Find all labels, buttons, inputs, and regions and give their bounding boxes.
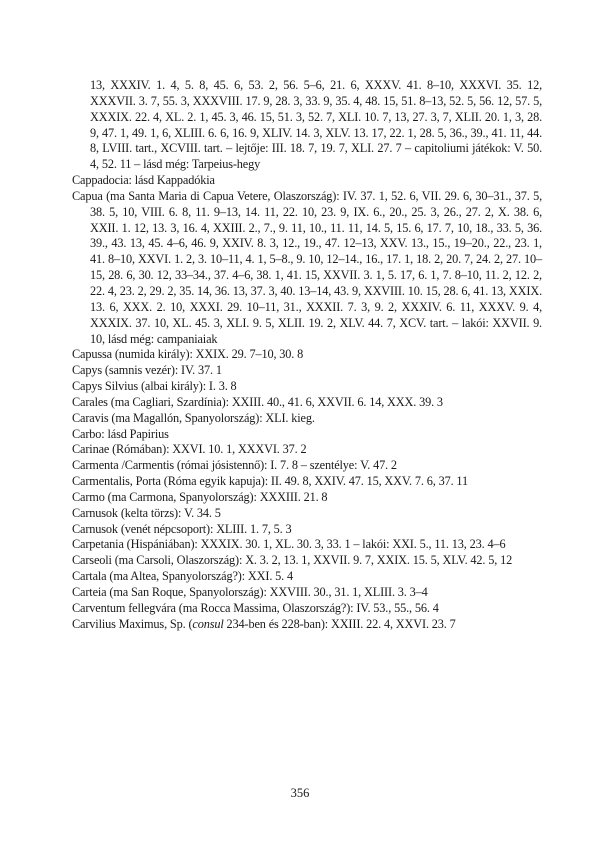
index-entry-capua: Capua (ma Santa Maria di Capua Vetere, Olaszország): IV. 37. 1, 52. 6, VII. 29. 6, 30–31., 37. 5, 38. 5, 10, VIII. 6. 8, 11. 9–13, 14. 11, 22. 10, 23. 9, IX. 6., 20., 25. 3, 26., 27. 2, X. 38. 6, XXII. 1. 12, 13. 3, 16. 4, XXIII. 2., 7., 9. 11, 10., 11. 11, 14. 5, 15. 6, 17. 7, 10, 18., 33. 5, 36. 39., 43. 13, 45. 4–6, 46. 9, XXIV. 8. 3, 12., 19., 47. 12–13, XXV. 13., 15., 19–20., 22., 23. 1, 41. 8–10, XXVI. 1. 2, 3. 10–11, 4. 1, 5–8., 9. 10, 12–14., 16., 17. 1, 18. 2, 20. 7, 24. 2, 27. 10–15, 28. 6, 30. 12, 33–34., 37. 4–6, 38. 1, 41. 15, XXVII. 3. 1, 5. 17, 6. 1, 7. 8–10, 11. 2, 12. 2, 22. 4, 23. 2, 29. 2, 35. 14, 36. 13, 37. 3, 40. 13–14, 43. 9, XXVIII. 10. 15, 28. 6, 41. 13, XXIX. 13. 6, XXX. 2. 10, XXXI. 29. 10–11, 31., XXXII. 7. 3, 9. 2, XXXIV. 6. 11, XXXV. 9. 4, XXXIX. 37. 10, XL. 45. 3, XLI. 9. 5, XLII. 19. 2, XLV. 44. 7, XCV. tart. – lakói: XXVII. 9. 10, lásd még: campaniaiak — [72, 188, 542, 346]
page-number: 356 — [290, 786, 310, 800]
index-entry-carteia: Carteia (ma San Roque, Spanyolország): XXVIII. 30., 31. 1, XLIII. 3. 3–4 — [72, 585, 428, 599]
index-entry-capitolium-continued: 13, XXXIV. 1. 4, 5. 8, 45. 6, 53. 2, 56. 5–6, 21. 6, XXXV. 41. 8–10, XXXVI. 35. 12, XXXVII. 3. 7, 55. 3, XXXVIII. 17. 9, 28. 3, 33. 9, 35. 4, 48. 15, 51. 8–13, 52. 5, 56. 12, 57. 5, XXXIX. 22. 4, XL. 2. 1, 45. 3, 46. 15, 51. 3, 52. 7, XLI. 10. 7, 13, 27. 3, 7, XLII. 20. 1, 3, 28. 9, 47. 1, 49. 1, 6, XLIII. 6. 6, 16. 9, XLIV. 14. 3, XLV. 13. 17, 22. 1, 28. 5, 36., 39., 41. 11, 44. 8, LVIII. tart., XCVIII. tart. – lejtője: III. 18. 7, 19. 7, XLI. 27. 7 – capitoliumi játékok: V. 50. 4, 52. 11 – lásd még: Tarpeius-hegy — [90, 78, 542, 172]
index-entry-carpetania: Carpetania (Hispániában): XXXIX. 30. 1, XL. 30. 3, 33. 1 – lakói: XXI. 5., 11. 13, 23. 4–6 — [72, 537, 506, 552]
index-entry-carmentalis-porta: Carmentalis, Porta (Róma egyik kapuja): II. 49. 8, XXIV. 47. 15, XXV. 7. 6, 37. 11 — [72, 474, 468, 489]
index-entry-carmenta: Carmenta /Carmentis (római jósistennő): I. 7. 8 – szentélye: V. 47. 2 — [72, 458, 397, 473]
index-entry-carnusok-venet: Carnusok (venét népcsoport): XLIII. 1. 7, 5. 3 — [72, 521, 292, 536]
index-entry-capussa: Capussa (numida király): XXIX. 29. 7–10, 30. 8 — [72, 347, 304, 362]
index-entry-carinae: Carinae (Rómában): XXVI. 10. 1, XXXVI. 37. 2 — [72, 442, 307, 457]
index-entry-carventum: Carventum fellegvára (ma Rocca Massima, Olaszország?): IV. 53., 55., 56. 4 — [72, 600, 439, 615]
index-entry-carvilius-maximus: Carvilius Maximus, Sp. (consul 234-ben és 228-ban): XXIII. 22. 4, XXVI. 23. 7 — [72, 616, 456, 631]
index-entry-carales: Carales (ma Cagliari, Szardínia): XXIII. 40., 41. 6, XXVII. 6. 14, XXX. 39. 3 — [72, 394, 443, 409]
index-entry-capys-silvius: Capys Silvius (albai király): I. 3. 8 — [72, 379, 237, 394]
index-entry-carbo: Carbo: lásd Papirius — [72, 426, 169, 441]
index-entry-carnusok-kelta: Carnusok (kelta törzs): V. 34. 5 — [72, 505, 221, 520]
index-list — [72, 78, 542, 633]
consul-italic: consul — [192, 616, 224, 631]
index-entry-cappadocia: Cappadocia: lásd Kappadókia — [72, 173, 215, 188]
index-entry-cartala: Cartala (ma Altea, Spanyolország?): XXI. 5. 4 — [72, 569, 294, 584]
index-entry-caravis: Caravis (ma Magallón, Spanyolország): XLI. kieg. — [72, 410, 315, 425]
index-entry-carseoli: Carseoli (ma Carsoli, Olaszország): X. 3. 2, 13. 1, XXVII. 9. 7, XXIX. 15. 5, XLV. 42. 5, 12 — [72, 553, 513, 568]
index-entry-carmo: Carmo (ma Carmona, Spanyolország): XXXIII. 21. 8 — [72, 489, 328, 504]
index-entry-capys: Capys (samnis vezér): IV. 37. 1 — [72, 363, 222, 378]
